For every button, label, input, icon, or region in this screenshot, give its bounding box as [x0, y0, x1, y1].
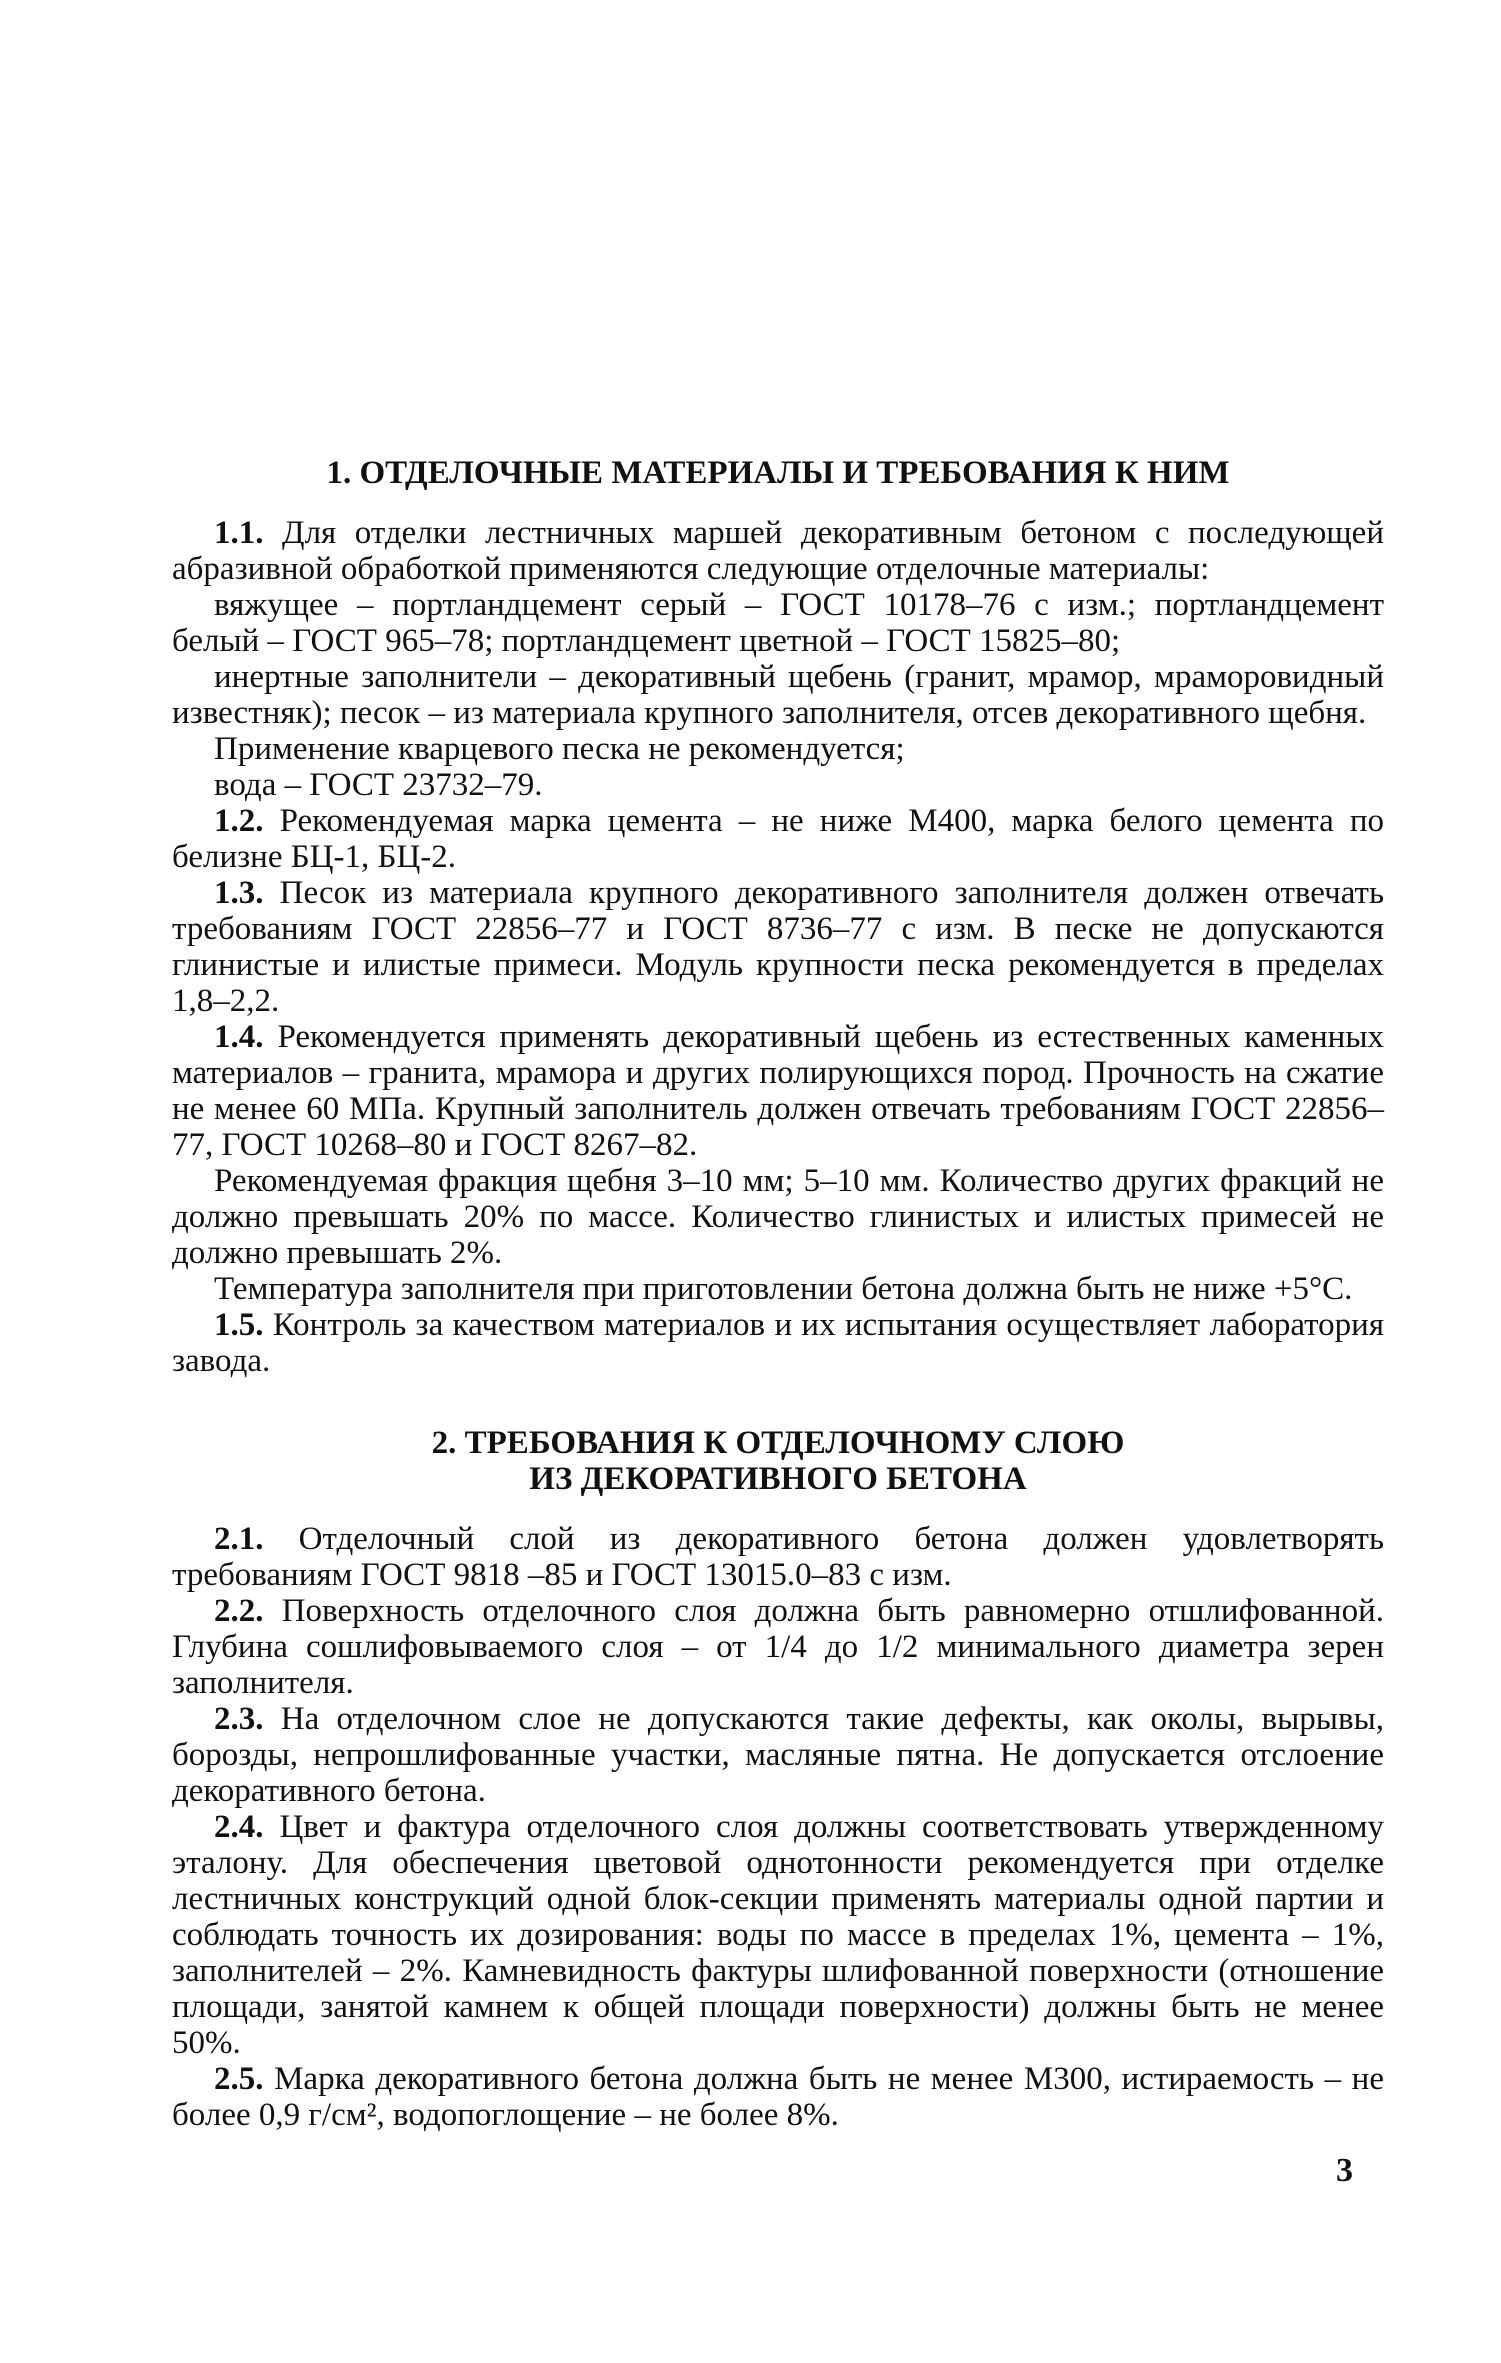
section-2-title-line-1: 2. ТРЕБОВАНИЯ К ОТДЕЛОЧНОМУ СЛОЮ	[431, 1425, 1125, 1461]
paragraph: 1.3. Песок из материала крупного декоративного заполнителя должен отвечать требованиям ГОСТ 22856–77 и ГОСТ 8736–77 с изм. В песке не допускаются глинистые и илистые примеси. Модуль крупности песка рекомендуется в пределах 1,8–2,2.	[172, 875, 1384, 1019]
paragraph: 2.5. Марка декоративного бетона должна быть не менее М300, истираемость – не более 0,9 г/см², водопоглощение – не более 8%.	[172, 2061, 1384, 2133]
paragraph: 2.3. На отделочном слое не допускаются такие дефекты, как околы, вырывы, борозды, непрошлифованные участки, масляные пятна. Не допускается отслоение декоративного бетона.	[172, 1701, 1384, 1809]
paragraph: вяжущее – портландцемент серый – ГОСТ 10178–76 с изм.; портландцемент белый – ГОСТ 965–78; портландцемент цветной – ГОСТ 15825–80;	[172, 587, 1384, 659]
section-2-body	[172, 1521, 1384, 2133]
paragraph: 1.1. Для отделки лестничных маршей декоративным бетоном с последующей абразивной обработкой применяются следующие отделочные материалы:	[172, 515, 1384, 587]
paragraph: инертные заполнители – декоративный щебень (гранит, мрамор, мраморовидный известняк); песок – из материала крупного заполнителя, отсев декоративного щебня.	[172, 659, 1384, 731]
paragraph: 1.4. Рекомендуется применять декоративный щебень из естественных каменных материалов – гранита, мрамора и других полирующихся пород. Прочность на сжатие не менее 60 МПа. Крупный заполнитель должен отвечать требованиям ГОСТ 22856–77, ГОСТ 10268–80 и ГОСТ 8267–82.	[172, 1019, 1384, 1163]
document-page	[172, 455, 1384, 2133]
section-2	[172, 1425, 1384, 2133]
section-1-title: 1. ОТДЕЛОЧНЫЕ МАТЕРИАЛЫ И ТРЕБОВАНИЯ К НИМ	[326, 455, 1230, 491]
page-number: 3	[1336, 2152, 1353, 2189]
paragraph: 2.1. Отделочный слой из декоративного бетона должен удовлетворять требованиям ГОСТ 9818 –85 и ГОСТ 13015.0–83 с изм.	[172, 1521, 1384, 1593]
paragraph: вода – ГОСТ 23732–79.	[214, 767, 543, 803]
paragraph: Рекомендуемая фракция щебня 3–10 мм; 5–10 мм. Количество других фракций не должно превышать 20% по массе. Количество глинистых и илистых примесей не должно превышать 2%.	[172, 1163, 1384, 1271]
paragraph: 1.2. Рекомендуемая марка цемента – не ниже М400, марка белого цемента по белизне БЦ-1, БЦ-2.	[172, 803, 1384, 875]
paragraph: 1.5. Контроль за качеством материалов и их испытания осуществляет лаборатория завода.	[172, 1307, 1384, 1379]
paragraph: Применение кварцевого песка не рекомендуется;	[214, 731, 905, 767]
paragraph: 2.4. Цвет и фактура отделочного слоя должны соответствовать утвержденному эталону. Для обеспечения цветовой однотонности рекомендуется при отделке лестничных конструкций одной блок-секции применять материалы одной партии и соблюдать точность их дозирования: воды по массе в пределах 1%, цемента – 1%, заполнителей – 2%. Камневидность фактуры шлифованной поверхности (отношение площади, занятой камнем к общей площади поверхности) должны быть не менее 50%.	[172, 1809, 1384, 2061]
paragraph: Температура заполнителя при приготовлении бетона должна быть не ниже +5°С.	[214, 1271, 1353, 1307]
section-1-body	[172, 515, 1384, 1379]
section-2-title-line-2: ИЗ ДЕКОРАТИВНОГО БЕТОНА	[529, 1461, 1027, 1497]
paragraph: 2.2. Поверхность отделочного слоя должна быть равномерно отшлифованной. Глубина сошлифовываемого слоя – от 1/4 до 1/2 минимального диаметра зерен заполнителя.	[172, 1593, 1384, 1701]
